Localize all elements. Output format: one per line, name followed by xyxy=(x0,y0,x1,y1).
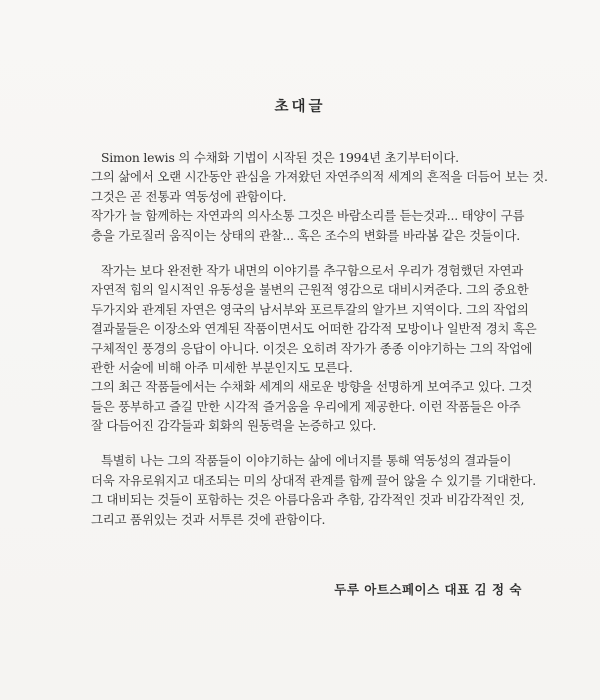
text-line: 구체적인 풍경의 응답이 아니다. 이것은 오히려 작가가 종종 이야기하는 그의 작업에 xyxy=(91,340,533,356)
text-line: 관한 서술에 비해 아주 미세한 부분인지도 모른다. xyxy=(91,359,353,375)
text-line: 잘 다듬어진 감각들과 회화의 원동력을 논증하고 있다. xyxy=(91,418,377,434)
text-line: 두가지와 관계된 자연은 영국의 남서부와 포르투갈의 알가브 지역이다. 그의 작업의 xyxy=(91,301,529,317)
text-line: 결과물들은 이장소와 연계된 작품이면서도 어떠한 감각적 모방이나 일반적 경치 혹은 xyxy=(91,321,537,337)
text-line: 작가가 늘 함께하는 자연과의 의사소통 그것은 바람소리를 듣는것과... 태양이 구름 xyxy=(91,208,525,224)
body-text xyxy=(91,148,548,529)
paragraph-2 xyxy=(91,261,537,436)
text-line: 그 대비되는 것들이 포함하는 것은 아름다움과 추함, 감각적인 것과 비감각적인 것, xyxy=(91,492,525,508)
text-line: 들은 풍부하고 즐길 만한 시각적 즐거움을 우리에게 제공한다. 이런 작품들은 아주 xyxy=(91,398,521,414)
paragraph-1 xyxy=(91,148,548,245)
paragraph-3 xyxy=(91,451,537,529)
text-line: 자연적 힘의 일시적인 유동성을 불변의 근원적 영감으로 대비시켜준다. 그의 중요한 xyxy=(91,282,529,298)
text-line: 더욱 자유로워지고 대조되는 미의 상대적 관계를 함께 끌어 않을 수 있기를 기대한다. xyxy=(91,472,537,488)
paragraph-gap xyxy=(91,245,531,261)
text-line: 작가는 보다 완전한 작가 내면의 이야기를 추구함으로서 우리가 경험했던 자연과 xyxy=(101,262,524,278)
text-line: 그의 삶에서 오랜 시간동안 관심을 가져왔던 자연주의적 세계의 흔적을 더듬어 보는 것. xyxy=(91,169,548,185)
text-line: 그의 최근 작품들에서는 수채화 세계의 새로운 방향을 선명하게 보여주고 있다. 그것 xyxy=(91,379,533,395)
signature: 두루 아트스페이스 대표 김 정 숙 xyxy=(334,582,522,597)
text-line: 그것은 곧 전통과 역동성에 관함이다. xyxy=(91,188,287,204)
text-line: 특별히 나는 그의 작품들이 이야기하는 삶에 에너지를 통해 역동성의 결과들이 xyxy=(101,453,512,469)
text-line: 층을 가로질러 움직이는 상태의 관찰... 혹은 조수의 변화를 바라봄 같은 것들이다. xyxy=(91,227,520,243)
text-line: 그리고 품위있는 것과 서투른 것에 관함이다. xyxy=(91,511,326,527)
paragraph-gap xyxy=(91,435,531,451)
text-line: Simon lewis 의 수채화 기법이 시작된 것은 1994년 초기부터이다. xyxy=(101,150,459,165)
page-title: 초대글 xyxy=(274,98,326,115)
